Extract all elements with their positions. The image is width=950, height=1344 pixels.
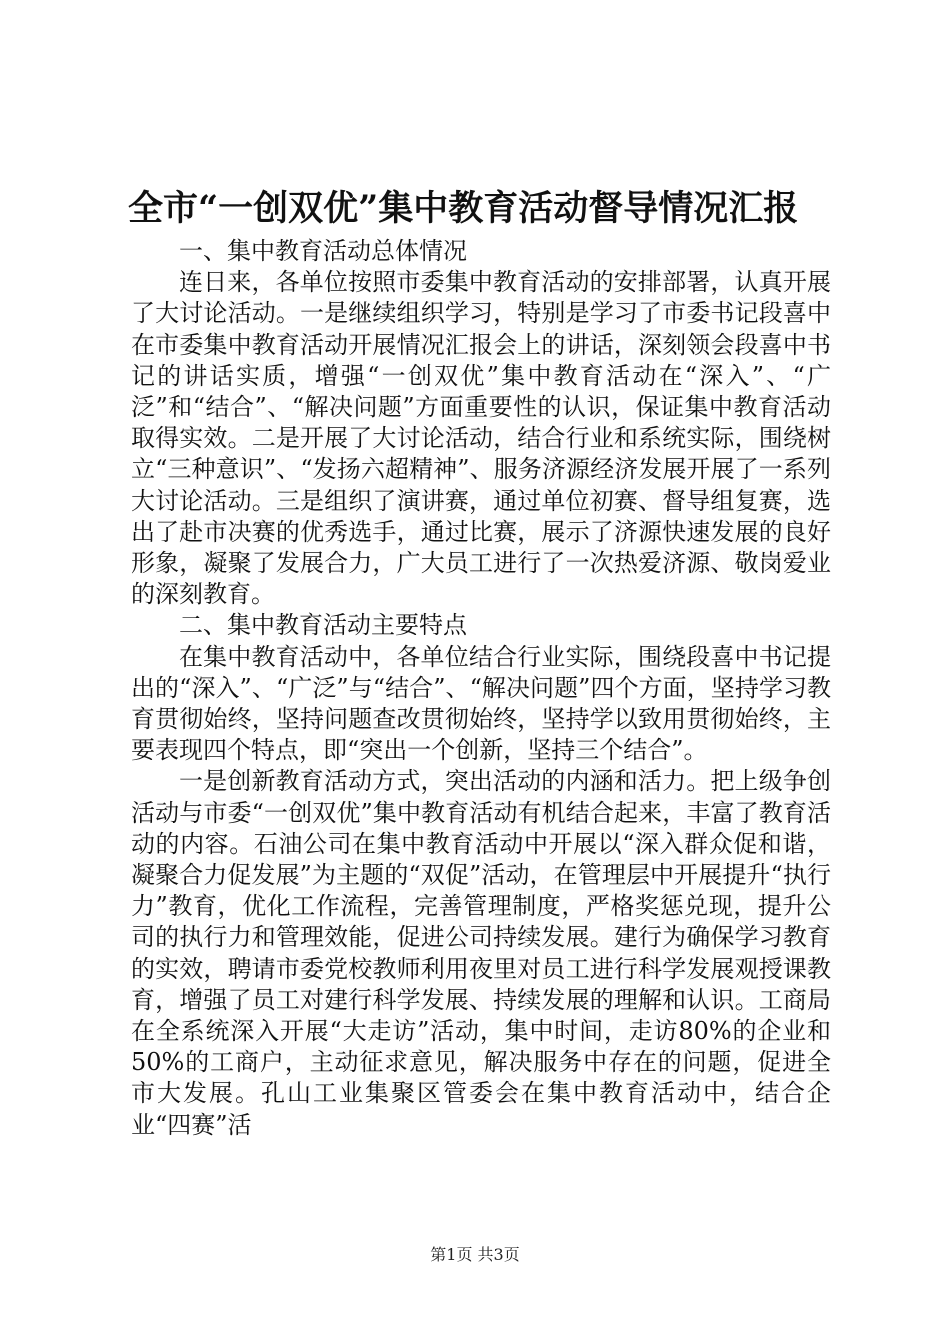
section-1-paragraph-1: 连日来，各单位按照市委集中教育活动的安排部署，认真开展了大讨论活动。一是继续组织学习，特别是学习了市委书记段喜中在市委集中教育活动开展情况汇报会上的讲话，深刻领会段喜中书记的讲话实质，增强“一创双优”集中教育活动在“深入”、“广泛”和“结合”、“解决问题”方面重要性的认识，保证集中教育活动取得实效。二是开展了大讨论活动，结合行业和系统实际，围绕树立“三种意识”、“发扬六超精神”、服务济源经济发展开展了一系列大讨论活动。三是组织了演讲赛，通过单位初赛、督导组复赛，选出了赴市决赛的优秀选手，通过比赛，展示了济源快速发展的良好形象，凝聚了发展合力，广大员工进行了一次热爱济源、敬岗爱业的深刻教育。 xyxy=(131,268,831,609)
page-footer: 第1页 共3页 xyxy=(430,1245,520,1264)
section-heading-1: 一、集中教育活动总体情况 xyxy=(179,237,467,265)
document-body xyxy=(131,236,831,1141)
section-2-paragraph-2: 一是创新教育活动方式，突出活动的内涵和活力。把上级争创活动与市委“一创双优”集中教育活动有机结合起来，丰富了教育活动的内容。石油公司在集中教育活动中开展以“深入群众促和谐，凝聚合力促发展”为主题的“双促”活动，在管理层中开展提升“执行力”教育，优化工作流程，完善管理制度，严格奖惩兑现，提升公司的执行力和管理效能，促进公司持续发展。建行为确保学习教育的实效，聘请市委党校教师利用夜里对员工进行科学发展观授课教育，增强了员工对建行科学发展、持续发展的理解和认识。工商局在全系统深入开展“大走访”活动，集中时间，走访80%的企业和50%的工商户，主动征求意见，解决服务中存在的问题，促进全市大发展。孔山工业集聚区管委会在集中教育活动中，结合企业“四赛”活 xyxy=(131,767,831,1139)
section-heading-2: 二、集中教育活动主要特点 xyxy=(179,611,467,640)
document-title: 全市“一创双优”集中教育活动督导情况汇报 xyxy=(128,188,799,229)
section-2-paragraph-1: 在集中教育活动中，各单位结合行业实际，围绕段喜中书记提出的“深入”、“广泛”与“结合”、“解决问题”四个方面，坚持学习教育贯彻始终，坚持问题查改贯彻始终，坚持学以致用贯彻始终，主要表现四个特点，即“突出一个创新，坚持三个结合”。 xyxy=(131,642,831,765)
